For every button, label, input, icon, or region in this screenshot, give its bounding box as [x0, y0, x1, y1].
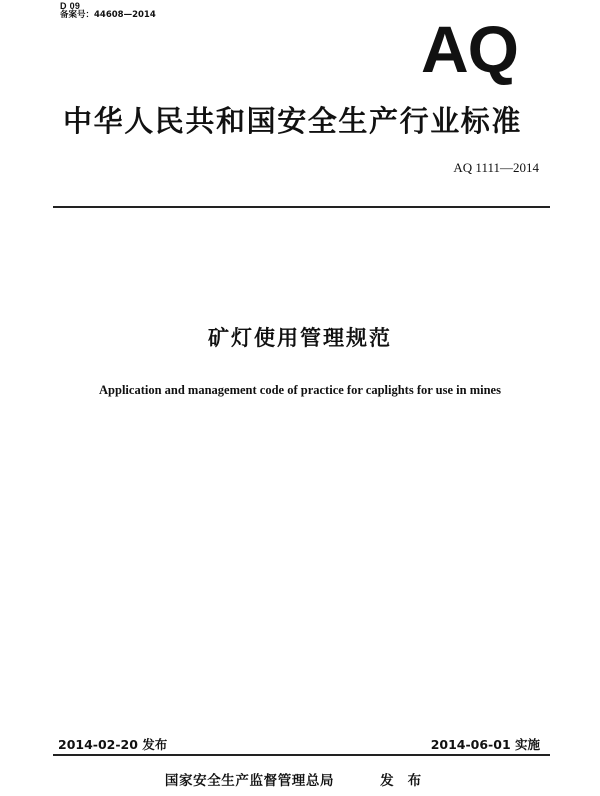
- document-title-english: Application and management code of practice for caplights for use in mines: [99, 383, 501, 397]
- issuer-action: 发布: [380, 773, 436, 789]
- aq-logo: AQ: [421, 12, 518, 86]
- implementation-date: 2014-06-01 实施: [430, 737, 540, 752]
- issue-date: 2014-02-20 发布: [58, 737, 168, 752]
- classification-code: D 09: [60, 1, 81, 11]
- bottom-divider: [53, 754, 550, 756]
- record-number: 备案号：44608—2014: [60, 10, 156, 20]
- top-divider: [53, 206, 550, 208]
- standard-title: 中华人民共和国安全生产行业标准: [63, 104, 523, 138]
- issuing-authority: 国家安全生产监督管理总局: [164, 773, 335, 789]
- issuer-line: [0, 772, 600, 790]
- standard-number: AQ 1111—2014: [453, 160, 539, 175]
- document-title-chinese: 矿灯使用管理规范: [208, 326, 392, 350]
